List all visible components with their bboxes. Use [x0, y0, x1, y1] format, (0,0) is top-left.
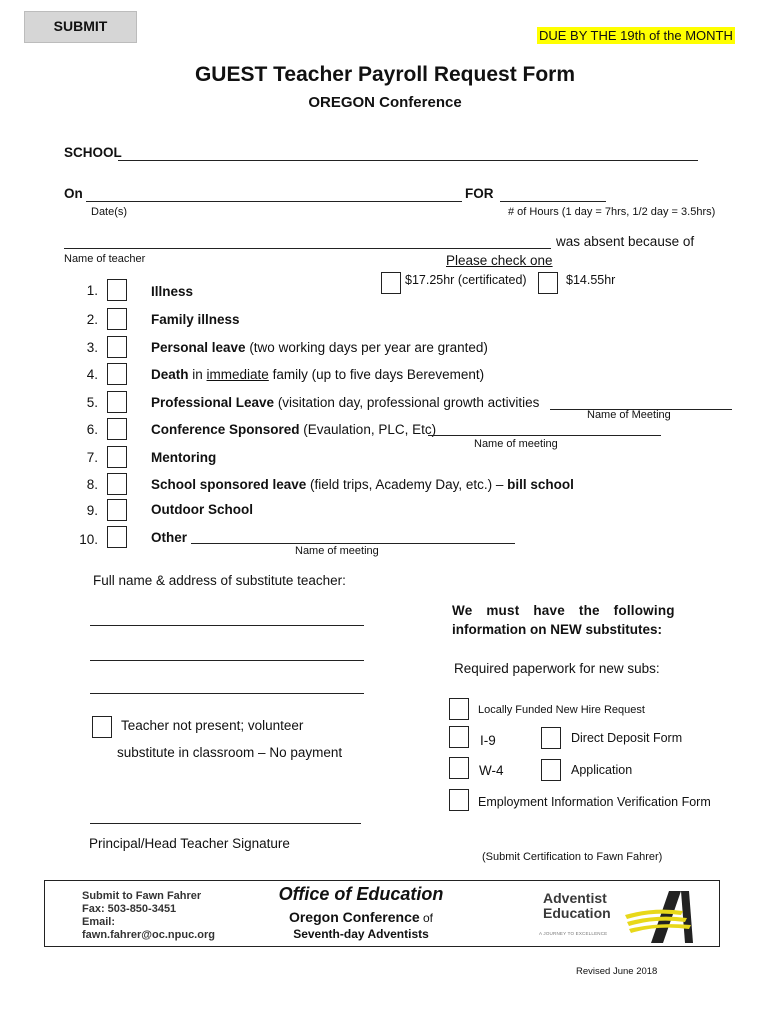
substitute-address-field-1[interactable]	[90, 660, 364, 661]
rate-certificated-checkbox[interactable]	[381, 272, 401, 294]
reason-10-label: Other	[151, 530, 188, 545]
employment-verification-checkbox[interactable]	[449, 789, 469, 811]
footer-conference: Oregon Conference	[288, 909, 420, 925]
footer-office	[251, 884, 471, 941]
reason-10-other-field[interactable]	[191, 543, 515, 544]
required-paperwork-label: Required paperwork for new subs:	[454, 661, 660, 676]
on-label: On	[64, 186, 83, 201]
reason-6-meeting-caption: Name of meeting	[474, 438, 558, 450]
reason-8-rest: (field trips, Academy Day, etc.) –	[306, 477, 508, 492]
teacher-name-field[interactable]	[64, 248, 551, 249]
i9-label: I-9	[480, 733, 496, 748]
reason-6-meeting-field[interactable]	[428, 435, 661, 436]
logo-tagline: A JOURNEY TO EXCELLENCE	[539, 931, 608, 936]
reason-9-checkbox[interactable]	[107, 499, 127, 521]
reason-3-label	[151, 340, 488, 355]
reason-4-immediate: immediate	[206, 367, 269, 382]
reason-5-checkbox[interactable]	[107, 391, 127, 413]
reason-1-label: Illness	[151, 284, 194, 299]
w4-label: W-4	[479, 763, 504, 778]
please-check-label: Please check one	[446, 253, 553, 268]
dates-field[interactable]	[86, 201, 462, 202]
w4-checkbox[interactable]	[449, 757, 469, 779]
reason-4-number: 4.	[86, 367, 98, 382]
form-subtitle: OREGON Conference	[308, 94, 462, 111]
due-notice: DUE BY THE 19th of the MONTH	[539, 28, 733, 43]
reason-7-checkbox[interactable]	[107, 446, 127, 468]
logo-line2: Education	[543, 905, 611, 921]
reason-8-bold: School sponsored leave	[151, 477, 307, 492]
school-label: SCHOOL	[64, 145, 122, 160]
reason-3-bold: Personal leave	[151, 340, 246, 355]
submit-button[interactable]: SUBMIT	[24, 11, 137, 43]
reason-10-number: 10.	[79, 532, 98, 547]
locally-funded-checkbox[interactable]	[449, 698, 469, 720]
rate-other-checkbox[interactable]	[538, 272, 558, 294]
reason-2-label: Family illness	[151, 312, 240, 327]
reason-5-meeting-caption: Name of Meeting	[587, 409, 671, 421]
signature-field[interactable]	[90, 823, 361, 824]
substitute-label: Full name & address of substitute teacher:	[93, 573, 346, 588]
reason-3-rest: (two working days per year are granted)	[245, 340, 488, 355]
reason-7-label: Mentoring	[151, 450, 217, 465]
reason-6-rest: (Evaulation, PLC, Etc)	[299, 422, 437, 437]
rate-certificated-label: $17.25hr (certificated)	[405, 273, 527, 287]
substitute-address-field-2[interactable]	[90, 693, 364, 694]
reason-10-checkbox[interactable]	[107, 526, 127, 548]
reason-9-number: 9.	[86, 503, 98, 518]
reason-9-label: Outdoor School	[151, 502, 253, 517]
volunteer-line2: substitute in classroom – No payment	[117, 745, 343, 760]
school-field[interactable]	[118, 160, 698, 161]
form-title: GUEST Teacher Payroll Request Form	[194, 63, 576, 86]
reason-4-label	[151, 367, 484, 382]
direct-deposit-label: Direct Deposit Form	[571, 731, 683, 745]
reason-8-label	[151, 477, 574, 492]
reason-1-checkbox[interactable]	[107, 279, 127, 301]
signature-label: Principal/Head Teacher Signature	[89, 836, 290, 851]
rate-other-label: $14.55hr	[566, 273, 616, 287]
new-subs-notice-line1: We must have the following	[452, 603, 675, 618]
logo-line1: Adventist	[543, 890, 607, 906]
reason-8-number: 8.	[86, 477, 98, 492]
logo-wordmark	[543, 891, 611, 921]
direct-deposit-checkbox[interactable]	[541, 727, 561, 749]
volunteer-checkbox[interactable]	[92, 716, 112, 738]
reason-2-checkbox[interactable]	[107, 308, 127, 330]
submit-cert-note: (Submit Certification to Fawn Fahrer)	[482, 851, 663, 863]
footer-of: of	[419, 911, 434, 925]
reason-7-number: 7.	[86, 450, 98, 465]
reason-5-rest: (visitation day, professional growth activities	[274, 395, 540, 410]
reason-4-in: in	[188, 367, 207, 382]
reason-8-bill-school: bill school	[507, 477, 574, 492]
footer-box	[44, 880, 720, 947]
reason-6-bold: Conference Sponsored	[151, 422, 300, 437]
hours-field[interactable]	[500, 201, 606, 202]
hours-caption: # of Hours (1 day = 7hrs, 1/2 day = 3.5hrs)	[508, 206, 716, 218]
substitute-name-field[interactable]	[90, 625, 364, 626]
i9-checkbox[interactable]	[449, 726, 469, 748]
footer-sda: Seventh-day Adventists	[293, 927, 429, 941]
application-checkbox[interactable]	[541, 759, 561, 781]
reason-8-checkbox[interactable]	[107, 473, 127, 495]
volunteer-line1: Teacher not present; volunteer	[121, 718, 304, 733]
reason-3-checkbox[interactable]	[107, 336, 127, 358]
employment-verification-label: Employment Information Verification Form	[478, 795, 711, 809]
footer-fax: Fax: 503-850-3451	[82, 903, 177, 915]
footer-office-title: Office of Education	[278, 884, 444, 904]
reason-3-number: 3.	[86, 340, 98, 355]
reason-4-rest: family (up to five days Berevement)	[268, 367, 485, 382]
new-subs-notice-line2: information on NEW substitutes:	[452, 622, 662, 637]
absent-text: was absent because of	[556, 234, 695, 249]
dates-caption: Date(s)	[91, 206, 128, 218]
locally-funded-label: Locally Funded New Hire Request	[478, 704, 645, 716]
reason-4-bold: Death	[151, 367, 189, 382]
footer-conference-line	[251, 909, 471, 925]
footer-email-label: Email:	[82, 916, 116, 928]
teacher-caption: Name of teacher	[64, 253, 146, 265]
logo-icon	[623, 889, 711, 945]
reason-6-label	[151, 422, 436, 437]
for-label: FOR	[465, 186, 494, 201]
footer-submit-to: Submit to Fawn Fahrer	[82, 890, 202, 902]
reason-6-number: 6.	[86, 422, 98, 437]
reason-2-number: 2.	[86, 312, 98, 327]
application-label: Application	[571, 763, 633, 777]
reason-4-checkbox[interactable]	[107, 363, 127, 385]
adventist-education-logo	[537, 889, 717, 945]
reason-5-number: 5.	[86, 395, 98, 410]
reason-5-label	[151, 395, 539, 410]
reason-10-meeting-caption: Name of meeting	[295, 545, 379, 557]
reason-1-number: 1.	[86, 283, 98, 298]
footer-email[interactable]: fawn.fahrer@oc.npuc.org	[82, 929, 215, 941]
reason-6-checkbox[interactable]	[107, 418, 127, 440]
footer-contact	[82, 890, 215, 942]
reason-5-bold: Professional Leave	[151, 395, 275, 410]
revised-date: Revised June 2018	[576, 966, 658, 977]
